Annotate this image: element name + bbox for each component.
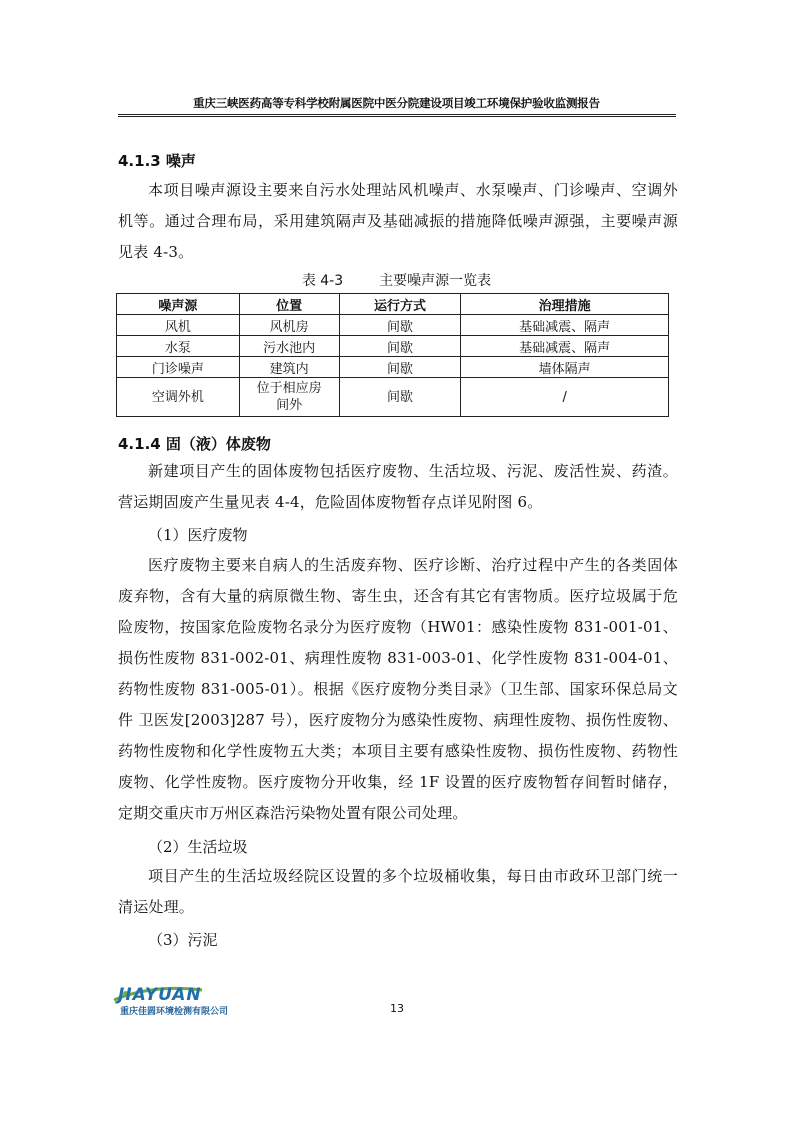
- table-header-row: [117, 294, 669, 315]
- table-cell: 间歇: [339, 378, 461, 417]
- noise-paragraph: 本项目噪声源设主要来自污水处理站风机噪声、水泵噪声、门诊噪声、空调外机等。通过合理布局，采用建筑隔声及基础减振的措施降低噪声源强，主要噪声源见表 4-3。: [118, 181, 678, 261]
- table-row: [117, 336, 669, 357]
- header-rule: [118, 114, 676, 115]
- subheading-medical-waste: （1）医疗废物: [148, 526, 248, 544]
- table-cell: 间歇: [339, 315, 461, 336]
- table-cell: 建筑内: [239, 357, 339, 378]
- section-heading-noise: 4.1.3 噪声: [118, 152, 196, 170]
- table-cell: 基础减震、隔声: [461, 315, 669, 336]
- table-cell: 间歇: [339, 357, 461, 378]
- table-row: [117, 315, 669, 336]
- table-header-cell: 治理措施: [461, 294, 669, 315]
- table-caption: [0, 270, 793, 290]
- subheading-sludge: （3）污泥: [148, 931, 218, 949]
- company-name: 重庆佳圆环境检测有限公司: [120, 1007, 229, 1017]
- table-cell: 污水池内: [239, 336, 339, 357]
- section-heading-solid-waste: 4.1.4 固（液）体废物: [118, 435, 271, 453]
- table-caption-title: 主要噪声源一览表: [379, 273, 492, 289]
- table-row: [117, 378, 669, 417]
- table-caption-number: 表 4-3: [301, 273, 344, 289]
- table-cell: 位于相应房间外: [239, 378, 339, 417]
- table-cell: 风机: [117, 315, 240, 336]
- page-number: 13: [390, 1002, 404, 1015]
- table-cell: 风机房: [239, 315, 339, 336]
- table-cell: 墙体隔声: [461, 357, 669, 378]
- report-header: 重庆三峡医药高等专科学校附属医院中医分院建设项目竣工环境保护验收监测报告: [193, 96, 600, 110]
- table-header-cell: 运行方式: [339, 294, 461, 315]
- table-cell: 基础减震、隔声: [461, 336, 669, 357]
- table-cell: /: [461, 378, 669, 417]
- table-cell: 水泵: [117, 336, 240, 357]
- domestic-waste-paragraph: 项目产生的生活垃圾经院区设置的多个垃圾桶收集，每日由市政环卫部门统一清运处理。: [118, 867, 678, 916]
- table-cell: 门诊噪声: [117, 357, 240, 378]
- table-row: [117, 357, 669, 378]
- header-rule-double: [118, 116, 676, 117]
- table-header-cell: 位置: [239, 294, 339, 315]
- table-cell: 间歇: [339, 336, 461, 357]
- noise-source-table: [116, 293, 669, 417]
- solid-waste-intro: 新建项目产生的固体废物包括医疗废物、生活垃圾、污泥、废活性炭、药渣。营运期固废产生量见表 4-4，危险固体废物暂存点详见附图 6。: [118, 462, 678, 511]
- company-logo-text: JIAYUAN: [118, 985, 202, 1005]
- medical-waste-paragraph: 医疗废物主要来自病人的生活废弃物、医疗诊断、治疗过程中产生的各类固体废弃物，含有大量的病原微生物、寄生虫，还含有其它有害物质。医疗垃圾属于危险废物，按国家危险废物名录分为医疗废物（HW01：感染性废物 831-001-01、损伤性废物 831-002-01、病理性废物 831-003-01、化学性废物 831-004-01、药物性废物 831-005-01）。根据《医疗废物分类目录》（卫生部、国家环保总局文件 卫医发[2003]287 号），医疗废物分为感染性废物、病理性废物、损伤性废物、药物性废物和化学性废物五大类；本项目主要有感染性废物、损伤性废物、药物性废物、化学性废物。医疗废物分开收集，经 1F 设置的医疗废物暂存间暂时储存，定期交重庆市万州区森浩污染物处置有限公司处理。: [118, 556, 678, 822]
- subheading-domestic-waste: （2）生活垃圾: [148, 838, 248, 856]
- table-cell: 空调外机: [117, 378, 240, 417]
- table-header-cell: 噪声源: [117, 294, 240, 315]
